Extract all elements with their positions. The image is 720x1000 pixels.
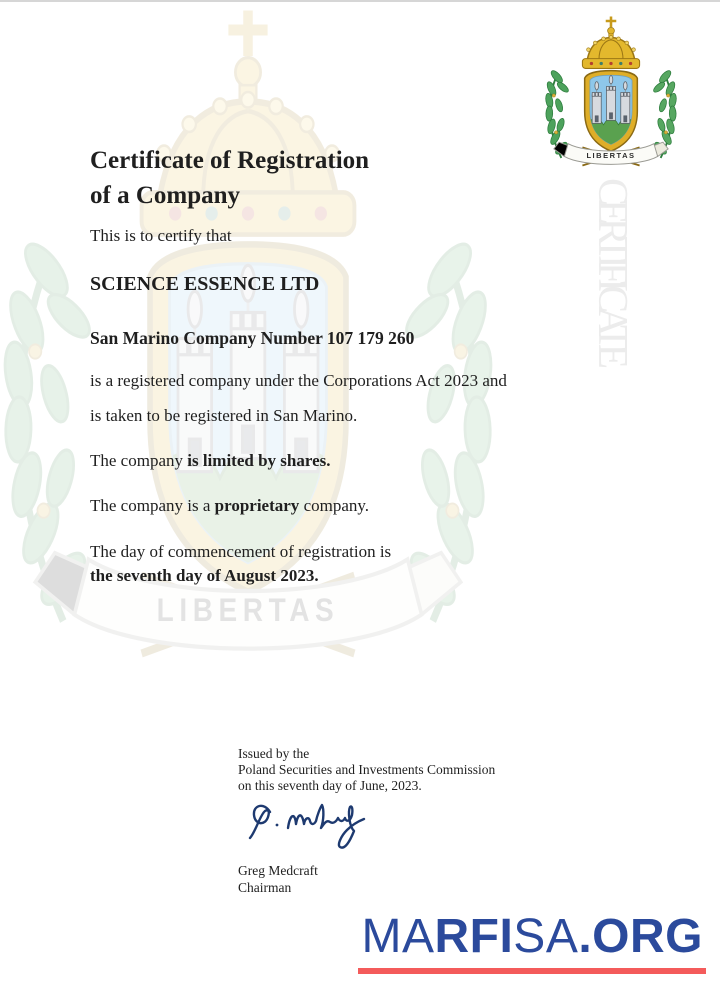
issued-by-line: Issued by the bbox=[238, 746, 310, 761]
logo-part: SA bbox=[513, 910, 579, 963]
certify-line: This is to certify that bbox=[90, 226, 232, 245]
proprietary-bold: proprietary bbox=[214, 496, 300, 515]
marfisa-logo bbox=[358, 910, 706, 974]
certificate-watermark-text: CERTIFICATE bbox=[589, 178, 635, 363]
san-marino-coat-of-arms-icon bbox=[535, 15, 687, 173]
signer-title: Chairman bbox=[238, 880, 292, 895]
issue-date-line: on this seventh day of June, 2023. bbox=[238, 778, 422, 793]
limited-by-shares-line bbox=[90, 451, 331, 471]
commencement-line bbox=[90, 540, 391, 587]
proprietary-line bbox=[90, 496, 369, 516]
signer-name: Greg Medcraft bbox=[238, 863, 318, 878]
proprietary-prefix: The company is a bbox=[90, 496, 215, 515]
company-name: SCIENCE ESSENCE LTD bbox=[90, 273, 320, 295]
signer-block bbox=[238, 862, 318, 896]
issuer-block bbox=[238, 746, 495, 794]
logo-part: .ORG bbox=[578, 910, 703, 963]
chairman-signature bbox=[246, 796, 406, 854]
commission-line: Poland Securities and Investments Commission bbox=[238, 762, 496, 777]
title-line-2: of a Company bbox=[90, 182, 241, 209]
limited-bold: is limited by shares. bbox=[187, 451, 331, 470]
limited-prefix: The company bbox=[90, 451, 188, 470]
logo-part: RFI bbox=[434, 910, 514, 963]
commencement-line-1: The day of commencement of registration is bbox=[90, 542, 392, 561]
title-line-1: Certificate of Registration bbox=[90, 147, 370, 174]
page-title bbox=[90, 143, 369, 213]
registered-line-1: is a registered company under the Corporations Act 2023 and bbox=[90, 371, 507, 390]
company-number-line: San Marino Company Number 107 179 260 bbox=[90, 328, 415, 348]
registered-line-2: is taken to be registered in San Marino. bbox=[90, 406, 358, 425]
logo-part: MA bbox=[361, 910, 435, 963]
commencement-line-2: the seventh day of August 2023. bbox=[90, 565, 319, 585]
proprietary-suffix: company. bbox=[299, 496, 370, 515]
